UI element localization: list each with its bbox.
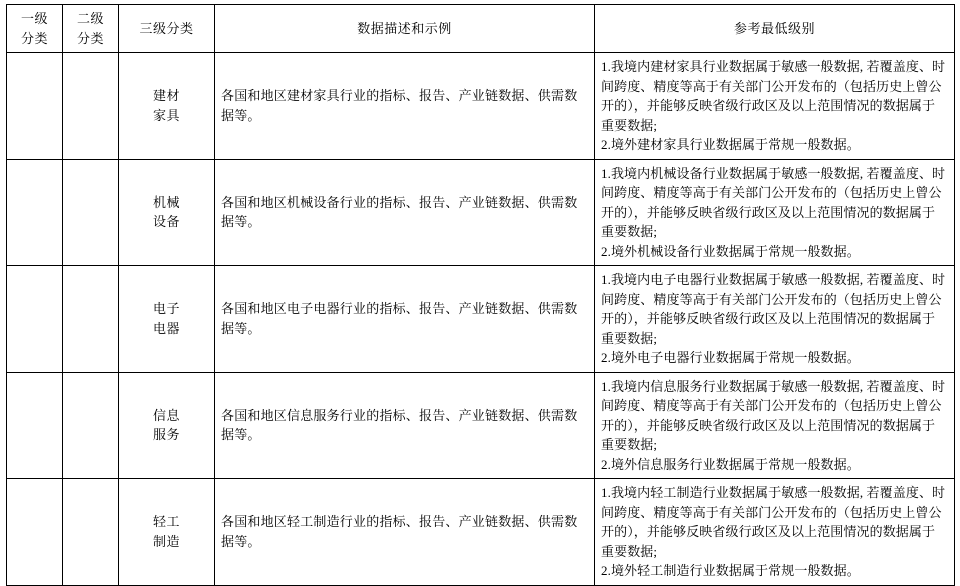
cell-level3-line1: 电子 [152, 301, 180, 317]
cell-level3-line2: 家具 [152, 107, 180, 123]
cell-description: 各国和地区建材家具行业的指标、报告、产业链数据、供需数据等。 [215, 53, 595, 160]
cell-level-ref-item-1: 1.我境内机械设备行业数据属于敏感一般数据, 若覆盖度、时间跨度、精度等高于有关部门公开发布的（包括历史上曾公开的），并能够反映省级行政区及以上范围情况的数据属于重要数据; [601, 165, 946, 239]
cell-level-ref-item-1: 1.我境内电子电器行业数据属于敏感一般数据, 若覆盖度、时间跨度、精度等高于有关部门公开发布的（包括历史上曾公开的），并能够反映省级行政区及以上范围情况的数据属于重要数据; [601, 272, 946, 346]
table-header [7, 5, 955, 53]
cell-level3-line1: 建材 [152, 88, 180, 104]
header-level1-line1: 一级 [20, 11, 48, 26]
cell-level3-line2: 设备 [152, 214, 180, 230]
cell-level-ref [595, 159, 955, 266]
cell-level3-line2: 服务 [152, 427, 180, 443]
cell-level3 [119, 479, 215, 586]
table-row [7, 372, 955, 479]
cell-level3 [119, 53, 215, 160]
cell-level3 [119, 266, 215, 373]
cell-level-ref-item-1: 1.我境内轻工制造行业数据属于敏感一般数据, 若覆盖度、时间跨度、精度等高于有关部门公开发布的（包括历史上曾公开的），并能够反映省级行政区及以上范围情况的数据属于重要数据; [601, 485, 946, 559]
cell-level-ref-item-1: 1.我境内建材家具行业数据属于敏感一般数据, 若覆盖度、时间跨度、精度等高于有关部门公开发布的（包括历史上曾公开的），并能够反映省级行政区及以上范围情况的数据属于重要数据; [601, 59, 946, 133]
table-row [7, 53, 955, 160]
cell-level1 [7, 372, 63, 479]
cell-level-ref [595, 266, 955, 373]
cell-level-ref [595, 479, 955, 586]
cell-level-ref-item-2: 2.境外电子电器行业数据属于常规一般数据。 [601, 350, 860, 365]
cell-level3-line1: 信息 [152, 407, 180, 423]
cell-level3-line1: 轻工 [152, 514, 180, 530]
cell-description: 各国和地区电子电器行业的指标、报告、产业链数据、供需数据等。 [215, 266, 595, 373]
cell-level2 [63, 159, 119, 266]
cell-level2 [63, 53, 119, 160]
header-description: 数据描述和示例 [215, 5, 595, 53]
cell-level2 [63, 372, 119, 479]
cell-level3-line1: 机械 [152, 194, 180, 210]
header-row [7, 5, 955, 53]
header-level3: 三级分类 [119, 5, 215, 53]
cell-level-ref [595, 372, 955, 479]
cell-description: 各国和地区轻工制造行业的指标、报告、产业链数据、供需数据等。 [215, 479, 595, 586]
cell-level-ref-item-2: 2.境外机械设备行业数据属于常规一般数据。 [601, 243, 860, 259]
cell-level2 [63, 266, 119, 373]
cell-description: 各国和地区机械设备行业的指标、报告、产业链数据、供需数据等。 [215, 159, 595, 266]
header-level1-line2: 分类 [20, 30, 48, 46]
classification-table [6, 4, 955, 586]
cell-level-ref-item-2: 2.境外信息服务行业数据属于常规一般数据。 [601, 456, 860, 472]
cell-level1 [7, 266, 63, 373]
header-level1 [7, 5, 63, 53]
header-level2 [63, 5, 119, 53]
cell-level-ref-item-1: 1.我境内信息服务行业数据属于敏感一般数据, 若覆盖度、时间跨度、精度等高于有关部门公开发布的（包括历史上曾公开的），并能够反映省级行政区及以上范围情况的数据属于重要数据; [601, 378, 946, 452]
cell-level-ref [595, 53, 955, 160]
cell-level3 [119, 372, 215, 479]
cell-level3 [119, 159, 215, 266]
table-body [7, 53, 955, 586]
header-level-ref: 参考最低级别 [595, 5, 955, 53]
cell-description: 各国和地区信息服务行业的指标、报告、产业链数据、供需数据等。 [215, 372, 595, 479]
cell-level2 [63, 479, 119, 586]
cell-level1 [7, 53, 63, 160]
cell-level1 [7, 479, 63, 586]
table-row [7, 479, 955, 586]
cell-level3-line2: 制造 [152, 533, 180, 549]
table-row [7, 159, 955, 266]
cell-level1 [7, 159, 63, 266]
table-row [7, 266, 955, 373]
cell-level-ref-item-2: 2.境外轻工制造行业数据属于常规一般数据。 [601, 563, 860, 578]
cell-level3-line2: 电器 [152, 320, 180, 336]
header-level2-line1: 二级 [76, 11, 104, 26]
cell-level-ref-item-2: 2.境外建材家具行业数据属于常规一般数据。 [601, 137, 860, 152]
header-level2-line2: 分类 [76, 30, 104, 46]
